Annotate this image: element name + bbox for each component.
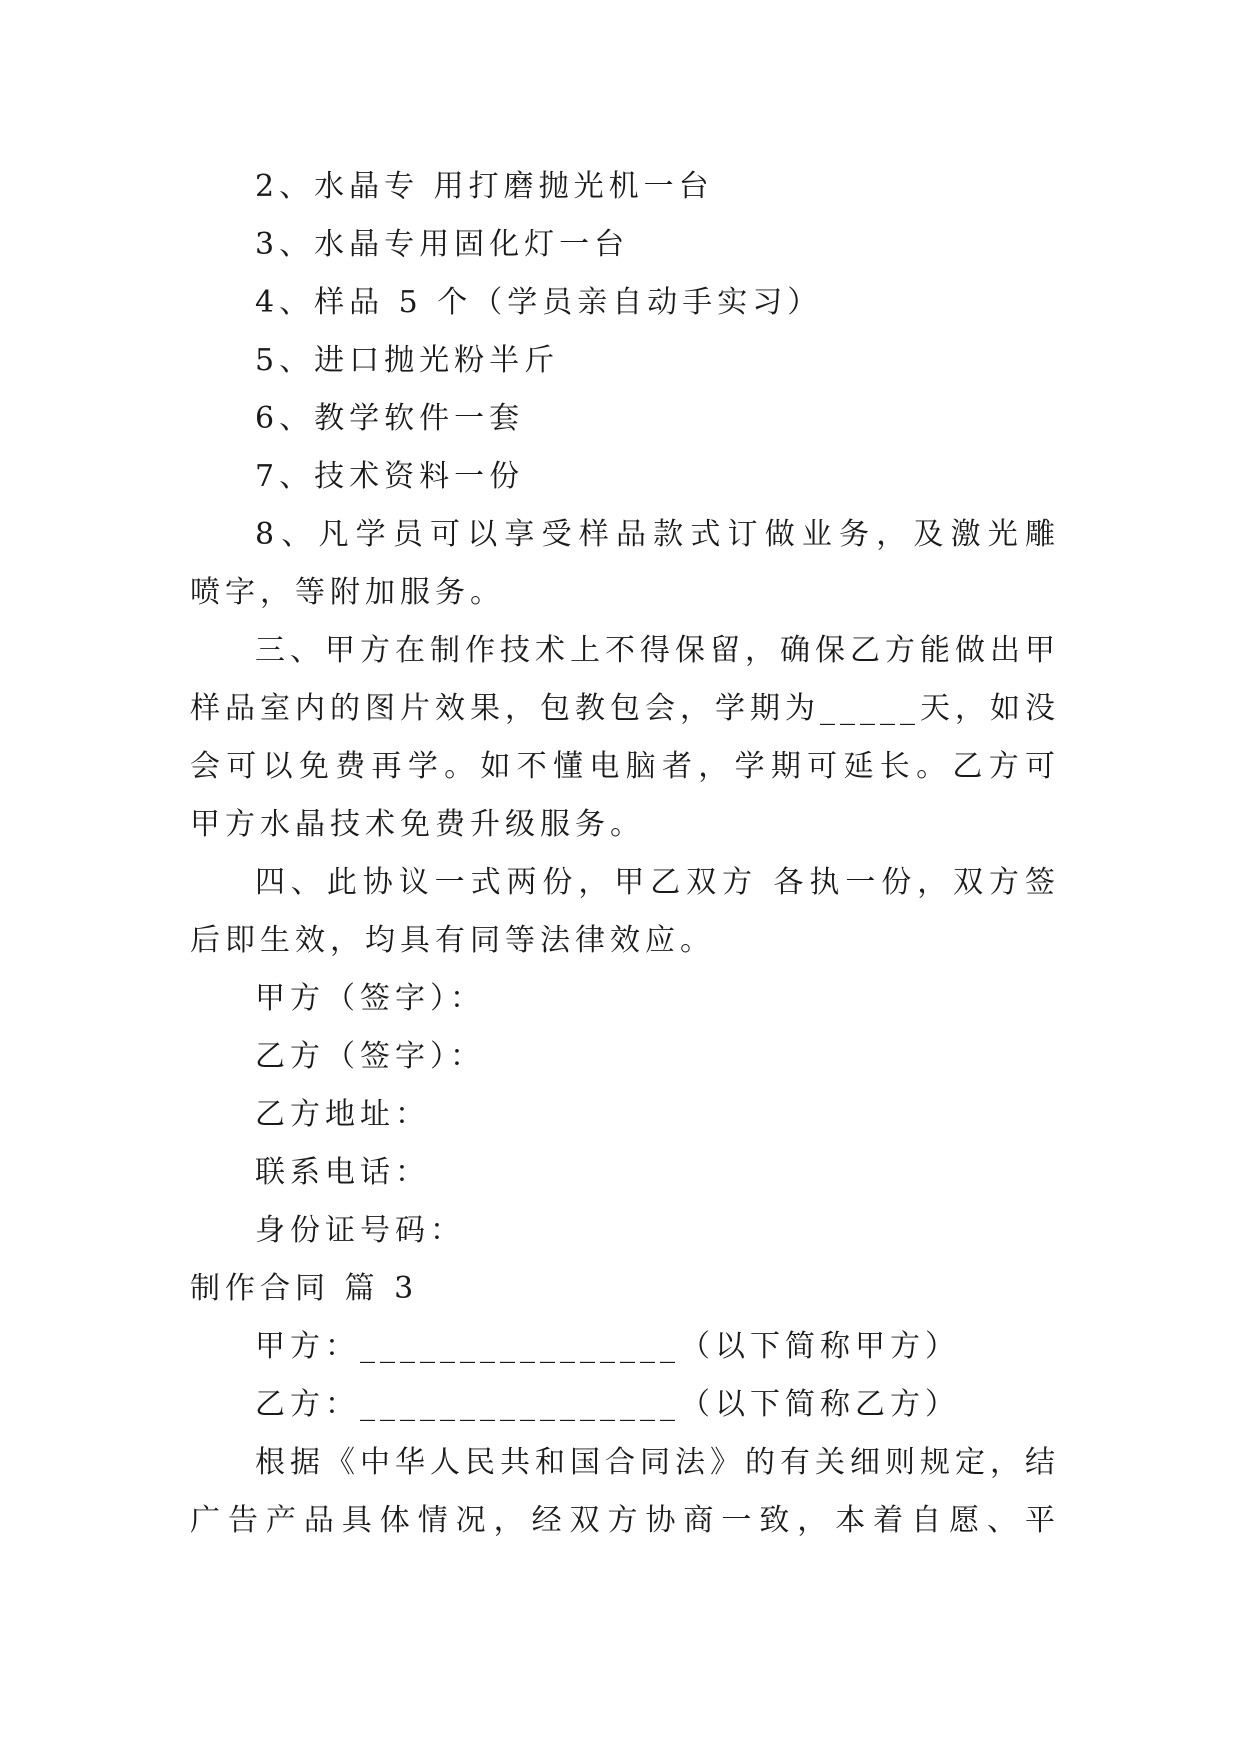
preamble-line-1: 根据《中华人民共和国合同法》的有关细则规定，结	[255, 1445, 1060, 1480]
list-item-2: 2、水晶专 用打磨抛光机一台	[255, 169, 714, 204]
party-a-signature: 甲方（签字）：	[255, 981, 485, 1016]
party-a-line: 甲方：________________（以下简称甲方）	[255, 1329, 960, 1364]
list-item-8: 8、凡学员可以享受样品款式订做业务，及激光雕	[255, 517, 1060, 552]
clause-3-line-3: 会可以免费再学。如不懂电脑者，学期可延长。乙方可	[190, 749, 1060, 784]
preamble-line-2: 广告产品具体情况，经双方协商一致，本着自愿、平	[190, 1503, 1060, 1538]
section-heading: 制作合同 篇 3	[190, 1271, 419, 1306]
clause-3-line-4: 甲方水晶技术免费升级服务。	[190, 807, 645, 842]
list-item-8-continued: 喷字，等附加服务。	[190, 575, 505, 610]
clause-4-line-2: 后即生效，均具有同等法律效应。	[190, 923, 715, 958]
list-item-5: 5、进口抛光粉半斤	[255, 343, 560, 378]
list-item-6: 6、教学软件一套	[255, 401, 525, 436]
id-number: 身份证号码：	[255, 1213, 465, 1248]
clause-4: 四、此协议一式两份，甲乙双方 各执一份，双方签	[255, 865, 1060, 900]
list-item-7: 7、技术资料一份	[255, 459, 525, 494]
contact-phone: 联系电话：	[255, 1155, 430, 1190]
party-b-address: 乙方地址：	[255, 1097, 430, 1132]
clause-3-line-2: 样品室内的图片效果，包教包会，学期为_____天，如没	[190, 691, 1060, 726]
list-item-4: 4、样品 5 个（学员亲自动手实习）	[255, 285, 823, 320]
party-b-line: 乙方：________________（以下简称乙方）	[255, 1387, 960, 1422]
party-b-signature: 乙方（签字）：	[255, 1039, 485, 1074]
list-item-3: 3、水晶专用固化灯一台	[255, 227, 630, 262]
clause-3: 三、甲方在制作技术上不得保留，确保乙方能做出甲	[255, 633, 1060, 668]
